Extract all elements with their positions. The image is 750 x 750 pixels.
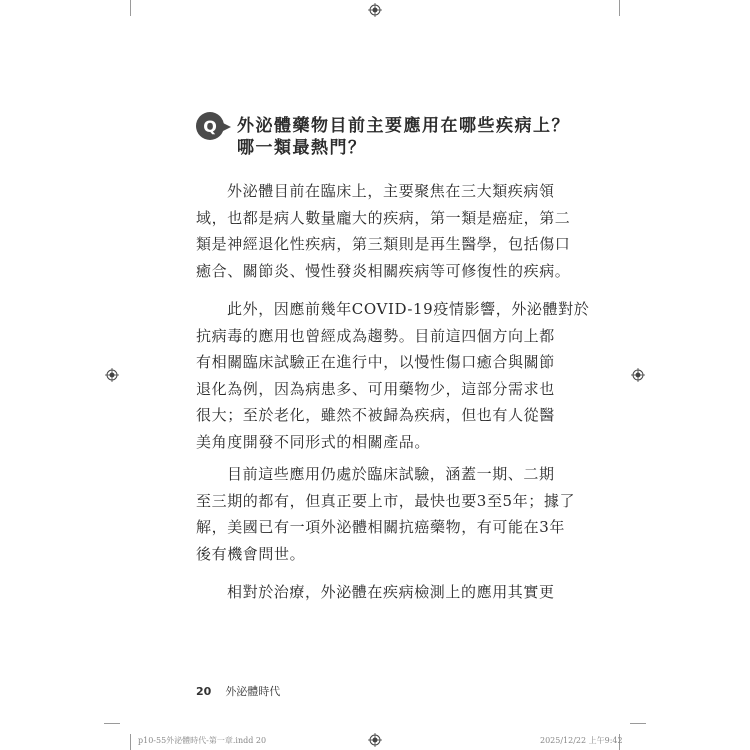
crop-mark-right-bottom: [630, 723, 646, 724]
body-paragraph-3: [196, 461, 576, 567]
crop-mark-bottom-left: [130, 734, 131, 750]
text-line: 很大；至於老化，雖然不被歸為疾病，但也有人從醫: [196, 406, 555, 424]
registration-mark-bottom: [368, 733, 382, 747]
crop-mark-top-right: [619, 0, 620, 16]
text-line: 外泌體目前在臨床上，主要聚焦在三大類疾病領: [227, 182, 555, 200]
text-line: 至三期的都有，但真正要上市，最快也要3至5年；據了: [196, 491, 576, 510]
text-line: 後有機會問世。: [196, 544, 306, 563]
question-heading-line: 外泌體藥物目前主要應用在哪些疾病上？: [237, 116, 570, 136]
registration-mark-right: [631, 368, 645, 382]
running-title: 外泌體時代: [225, 685, 281, 698]
text-line: 退化為例，因為病患多、可用藥物少，這部分需求也: [196, 379, 555, 398]
registration-mark-top: [368, 3, 382, 17]
question-badge-icon: Q: [196, 112, 224, 140]
text-line: 此外，因應前幾年COVID-19疫情影響，外泌體對於: [227, 300, 590, 318]
text-line: 美角度開發不同形式的相關產品。: [196, 432, 431, 451]
body-paragraph-2: [196, 296, 590, 455]
crop-mark-left-bottom: [104, 723, 120, 724]
text-line: 抗病毒的應用也曾經成為趨勢。目前這四個方向上都: [196, 326, 555, 345]
body-paragraph-4: [196, 579, 555, 606]
text-line: 有相關臨床試驗正在進行中，以慢性傷口癒合與關節: [196, 353, 555, 371]
registration-mark-left: [105, 368, 119, 382]
text-line: 域，也都是病人數量龐大的疾病，第一類是癌症，第二: [196, 208, 571, 227]
text-line: 類是神經退化性疾病，第三類則是再生醫學，包括傷口: [196, 235, 571, 253]
text-line: 解，美國已有一項外泌體相關抗癌藥物，有可能在3年: [196, 518, 565, 536]
slug-date-info: 2025/12/22 上午9:42: [540, 736, 623, 745]
text-line: 癒合、關節炎、慢性發炎相關疾病等可修復性的疾病。: [196, 261, 571, 280]
question-heading: [237, 115, 570, 159]
page-number: 20: [196, 685, 212, 698]
page-footer: [196, 683, 280, 699]
text-line: 目前這些應用仍處於臨床試驗，涵蓋一期、二期: [227, 465, 555, 483]
body-paragraph-1: [196, 178, 571, 284]
question-heading-line: 哪一類最熱門？: [237, 138, 367, 158]
crop-mark-top-left: [130, 0, 131, 16]
slug-file-info: p10-55外泌體時代-第一章.indd 20: [138, 736, 267, 745]
text-line: 相對於治療，外泌體在疾病檢測上的應用其實更: [227, 583, 555, 601]
